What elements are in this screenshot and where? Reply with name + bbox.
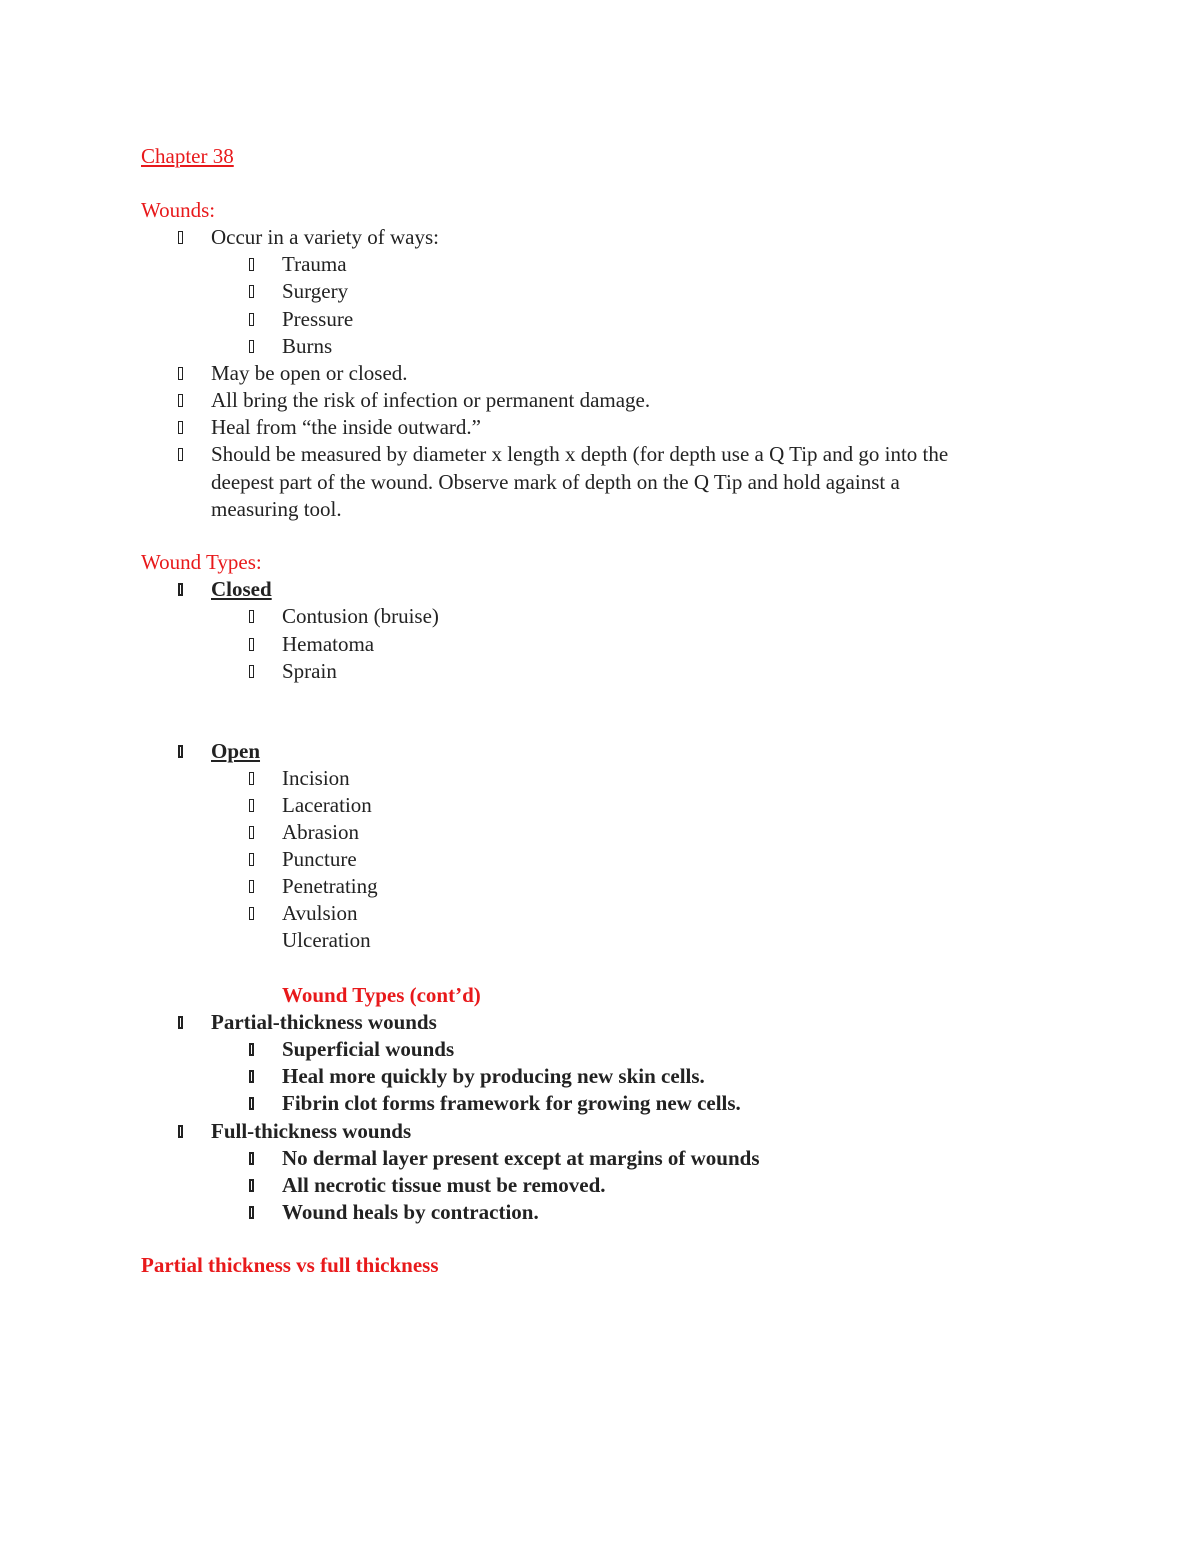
- list-item: Sprain: [282, 659, 337, 683]
- list-item: Hematoma: [282, 632, 375, 656]
- list-item: Incision: [282, 766, 350, 790]
- page-title: Chapter 38: [141, 144, 234, 168]
- section-heading-wounds: Wounds:: [141, 198, 216, 222]
- bullet-icon: [247, 278, 257, 305]
- list-item: Burns: [282, 334, 333, 358]
- bullet-icon: [247, 603, 257, 630]
- bullet-icon: [247, 1090, 257, 1117]
- list-item: Contusion (bruise): [282, 604, 439, 628]
- subsection-label-full: Full-thickness wounds: [211, 1119, 412, 1143]
- list-item: Wound heals by contraction.: [282, 1200, 539, 1224]
- list-item: All bring the risk of infection or permanent damage.: [211, 388, 651, 412]
- list-item: Heal from “the inside outward.”: [211, 415, 481, 439]
- bullet-icon: [176, 441, 186, 468]
- list-item: All necrotic tissue must be removed.: [282, 1173, 606, 1197]
- list-item: Occur in a variety of ways:: [211, 225, 439, 249]
- bullet-icon: [247, 873, 257, 900]
- list-item: Superficial wounds: [282, 1037, 455, 1061]
- bullet-icon: [247, 631, 257, 658]
- list-item: Trauma: [282, 252, 347, 276]
- bullet-icon: [247, 1036, 257, 1063]
- bullet-icon: [176, 1009, 186, 1036]
- bullet-icon: [247, 658, 257, 685]
- list-item: Heal more quickly by producing new skin cells.: [282, 1064, 705, 1088]
- bullet-icon: [247, 251, 257, 278]
- list-item: Avulsion: [282, 901, 358, 925]
- list-item: Abrasion: [282, 820, 359, 844]
- bullet-icon: [247, 333, 257, 360]
- list-item: Ulceration: [282, 928, 371, 952]
- list-item: Puncture: [282, 847, 357, 871]
- bullet-icon: [176, 360, 186, 387]
- bullet-icon: [247, 1172, 257, 1199]
- bullet-icon: [176, 414, 186, 441]
- list-item: Laceration: [282, 793, 372, 817]
- bullet-icon: [247, 306, 257, 333]
- section-heading-wound-types-contd: Wound Types (cont’d): [282, 983, 481, 1007]
- list-item: Fibrin clot forms framework for growing new cells.: [282, 1091, 741, 1115]
- section-heading-comparison: Partial thickness vs full thickness: [141, 1253, 439, 1277]
- list-item: May be open or closed.: [211, 361, 408, 385]
- bullet-icon: [247, 792, 257, 819]
- bullet-icon: [176, 224, 186, 251]
- list-item-continued: measuring tool.: [211, 497, 342, 521]
- bullet-icon: [247, 1063, 257, 1090]
- bullet-icon: [247, 765, 257, 792]
- bullet-icon: [176, 738, 186, 765]
- list-item: No dermal layer present except at margins of wounds: [282, 1146, 760, 1170]
- bullet-icon: [247, 846, 257, 873]
- bullet-icon: [247, 1145, 257, 1172]
- subsection-label-open: Open: [211, 739, 261, 763]
- subsection-label-closed: Closed: [211, 577, 272, 601]
- section-heading-wound-types: Wound Types:: [141, 550, 262, 574]
- bullet-icon: [176, 387, 186, 414]
- bullet-icon: [176, 576, 186, 603]
- list-item: Surgery: [282, 279, 349, 303]
- list-item-continued: deepest part of the wound. Observe mark of depth on the Q Tip and hold against a: [211, 470, 900, 494]
- bullet-icon: [247, 1199, 257, 1226]
- bullet-icon: [247, 819, 257, 846]
- list-item: Should be measured by diameter x length x depth (for depth use a Q Tip and go into the: [211, 442, 949, 466]
- bullet-icon: [176, 1118, 186, 1145]
- bullet-icon: [247, 900, 257, 927]
- list-item: Penetrating: [282, 874, 378, 898]
- list-item: Pressure: [282, 307, 354, 331]
- subsection-label-partial: Partial-thickness wounds: [211, 1010, 437, 1034]
